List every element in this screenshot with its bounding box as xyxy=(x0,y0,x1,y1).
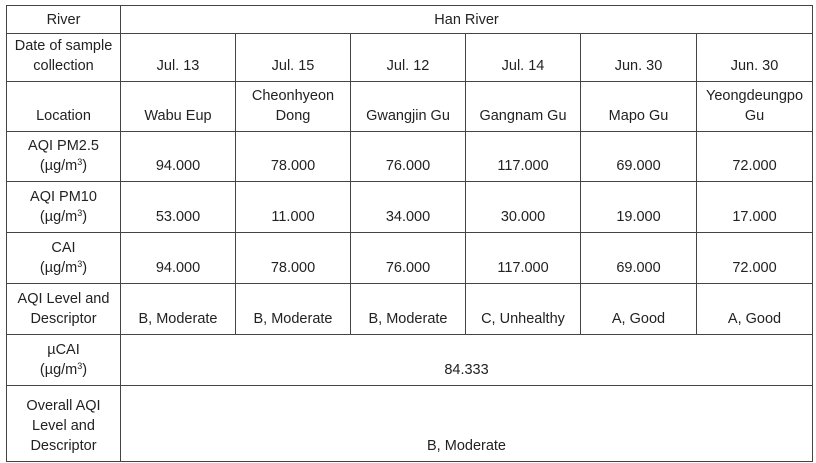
pm10-cell: 19.000 xyxy=(581,182,697,233)
cai-label: CAI $(\mu g/m^3)$ xyxy=(7,233,121,284)
mucai-label: µCAI $(\mu g/m^3)$ xyxy=(7,335,121,386)
pm25-cell: 72.000 xyxy=(697,132,813,182)
pm25-cell: 78.000 xyxy=(236,132,351,182)
pm25-row xyxy=(7,132,813,182)
location-label: Location xyxy=(7,82,121,132)
cai-cell: 76.000 xyxy=(351,233,466,284)
river-name: Han River xyxy=(121,6,813,34)
location-cell: Gwangjin Gu xyxy=(351,82,466,132)
date-cell: Jul. 15 xyxy=(236,34,351,82)
date-label: Date of sample collection xyxy=(7,34,121,82)
level-cell: C, Unhealthy xyxy=(466,284,581,335)
level-cell: B, Moderate xyxy=(121,284,236,335)
pm25-label: AQI PM2.5 $(\mu g/m^3)$ xyxy=(7,132,121,182)
level-row xyxy=(7,284,813,335)
pm25-cell: 69.000 xyxy=(581,132,697,182)
overall-label: Overall AQI Level and Descriptor xyxy=(7,386,121,462)
pm25-cell: 117.000 xyxy=(466,132,581,182)
cai-row xyxy=(7,233,813,284)
cai-cell: 69.000 xyxy=(581,233,697,284)
level-cell: A, Good xyxy=(697,284,813,335)
cai-cell: 117.000 xyxy=(466,233,581,284)
pm10-cell: 11.000 xyxy=(236,182,351,233)
pm10-cell: 53.000 xyxy=(121,182,236,233)
date-cell: Jun. 30 xyxy=(697,34,813,82)
pm10-cell: 17.000 xyxy=(697,182,813,233)
mucai-value: 84.333 xyxy=(121,335,813,386)
date-cell: Jun. 30 xyxy=(581,34,697,82)
level-cell: B, Moderate xyxy=(236,284,351,335)
pm25-cell: 76.000 xyxy=(351,132,466,182)
pm10-label: AQI PM10 $(\mu g/m^3)$ xyxy=(7,182,121,233)
location-row xyxy=(7,82,813,132)
location-cell: Mapo Gu xyxy=(581,82,697,132)
level-cell: A, Good xyxy=(581,284,697,335)
pm10-row xyxy=(7,182,813,233)
location-cell: Cheonhyeon Dong xyxy=(236,82,351,132)
overall-row xyxy=(7,386,813,462)
location-cell: Wabu Eup xyxy=(121,82,236,132)
river-row xyxy=(7,6,813,34)
date-cell: Jul. 12 xyxy=(351,34,466,82)
pm10-cell: 30.000 xyxy=(466,182,581,233)
cai-cell: 72.000 xyxy=(697,233,813,284)
cai-cell: 94.000 xyxy=(121,233,236,284)
date-row xyxy=(7,34,813,82)
location-cell: Yeongdeungpo Gu xyxy=(697,82,813,132)
level-label: AQI Level and Descriptor xyxy=(7,284,121,335)
pm25-cell: 94.000 xyxy=(121,132,236,182)
pm10-cell: 34.000 xyxy=(351,182,466,233)
river-label: River xyxy=(7,6,121,34)
date-cell: Jul. 13 xyxy=(121,34,236,82)
mucai-row xyxy=(7,335,813,386)
air-quality-table xyxy=(6,5,813,462)
level-cell: B, Moderate xyxy=(351,284,466,335)
date-cell: Jul. 14 xyxy=(466,34,581,82)
overall-value: B, Moderate xyxy=(121,386,813,462)
location-cell: Gangnam Gu xyxy=(466,82,581,132)
cai-cell: 78.000 xyxy=(236,233,351,284)
